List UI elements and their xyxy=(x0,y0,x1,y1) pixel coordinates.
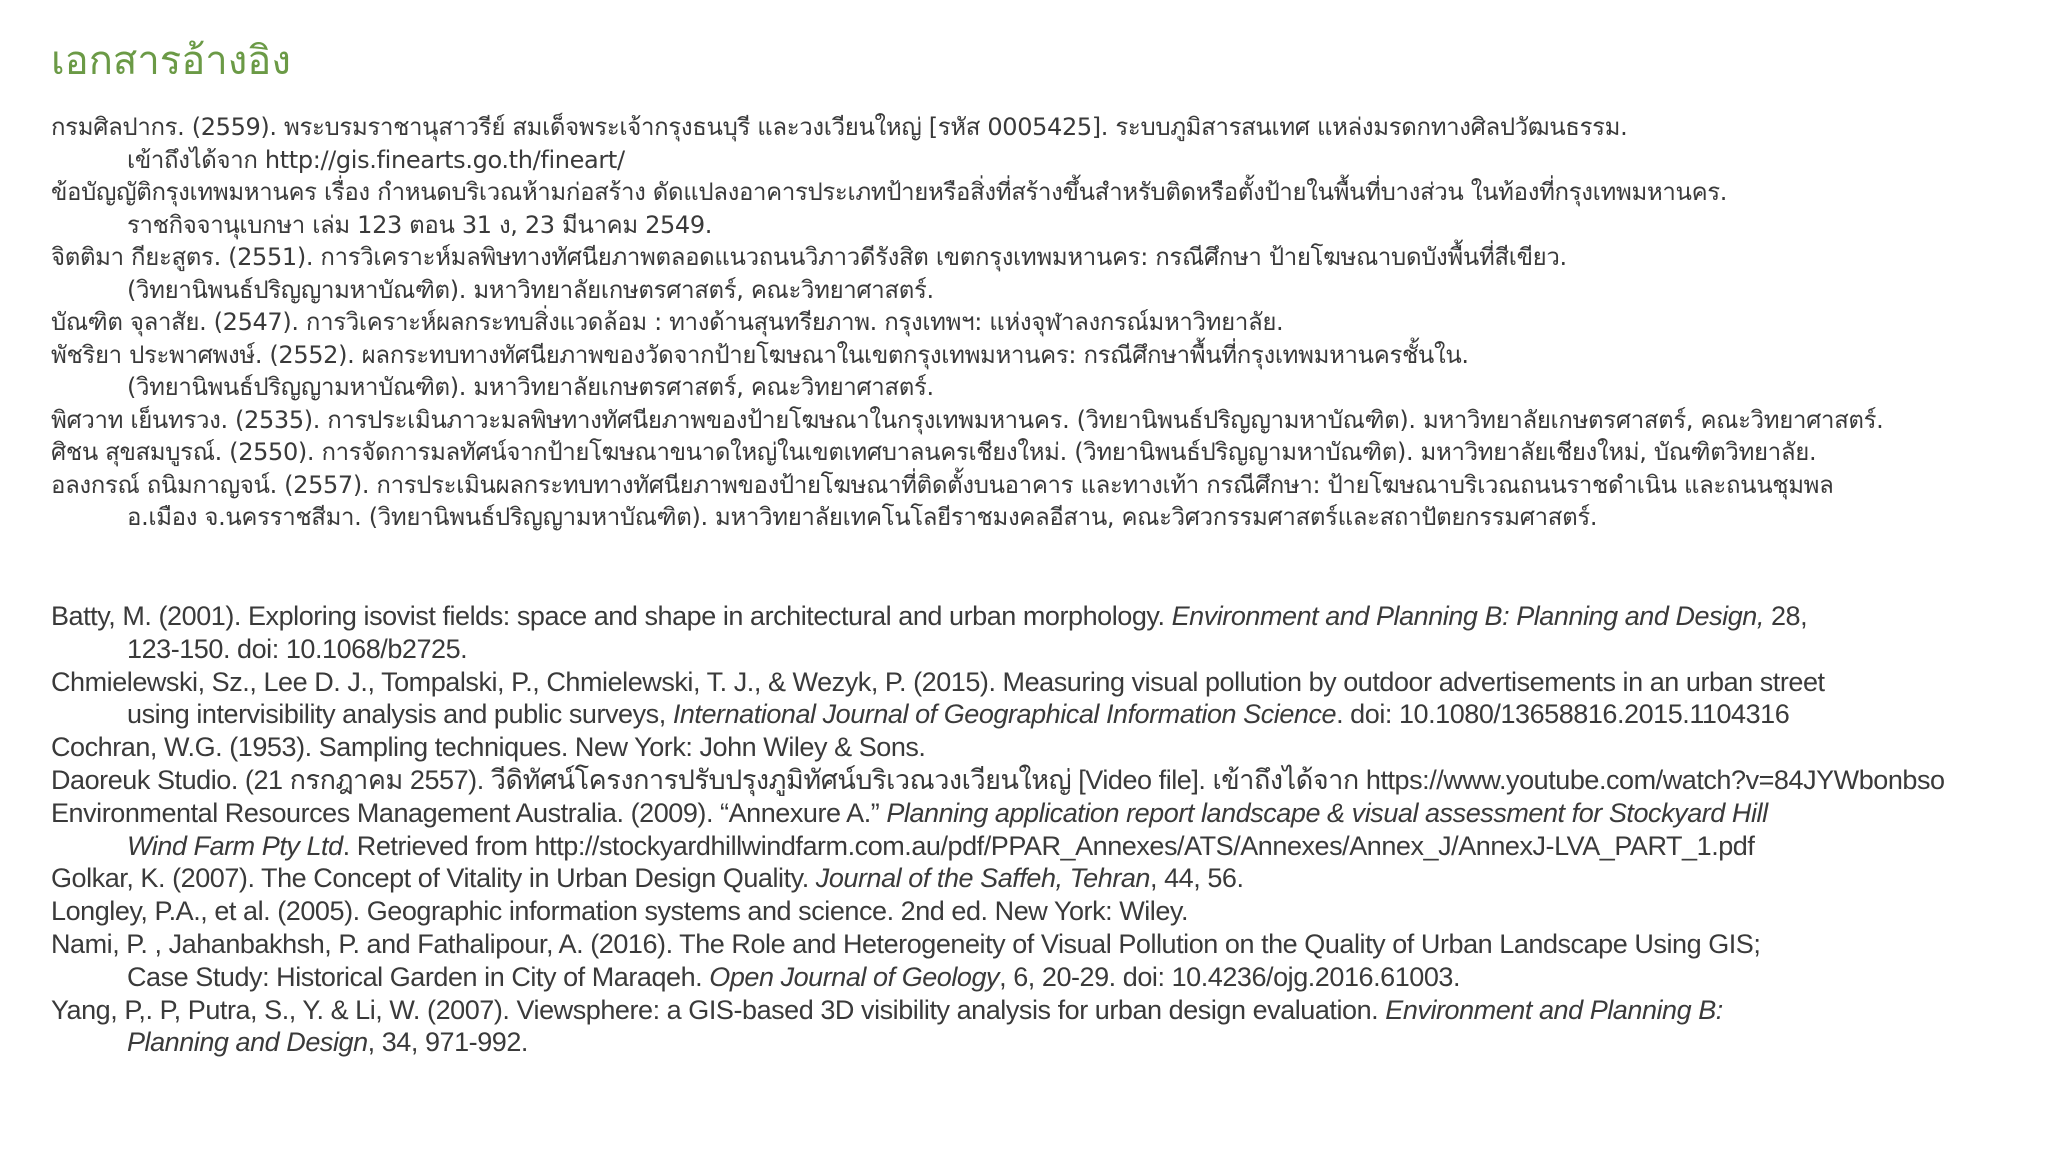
reference-line xyxy=(51,895,1188,928)
text-segment: using intervisibility analysis and public surveys, xyxy=(127,699,673,730)
english-reference xyxy=(51,862,1244,895)
text-segment: Case Study: Historical Garden in City of Maraqeh. xyxy=(127,961,710,992)
text-segment: Longley, P.A., et al. (2005). Geographic information systems and science. 2nd ed. New York: Wiley. xyxy=(51,896,1189,927)
thai-reference xyxy=(51,241,1567,306)
reference-line xyxy=(51,698,1825,731)
reference-line xyxy=(51,961,1760,994)
reference-line xyxy=(51,994,1723,1027)
reference-line: ราชกิจจานุเบกษา เล่ม 123 ตอน 31 ง, 23 มีนาคม 2549. xyxy=(127,210,713,239)
reference-line xyxy=(51,600,1807,633)
text-segment: Nami, P. , Jahanbakhsh, P. and Fathalipour, A. (2016). The Role and Heterogeneity of Visual Pollution on the Quality of Urban Landscape Using GIS; xyxy=(51,929,1761,959)
italic-title-segment: Planning application report landscape & visual assessment for Stockyard Hill xyxy=(886,797,1768,828)
text-segment: Golkar, K. (2007). The Concept of Vitality in Urban Design Quality. xyxy=(51,863,816,894)
reference-line xyxy=(51,862,1244,895)
english-reference xyxy=(51,600,1807,666)
italic-title-segment: Journal of the Saffeh, Tehran xyxy=(815,863,1150,894)
english-reference xyxy=(51,928,1760,994)
thai-reference xyxy=(51,404,1883,437)
text-segment: Chmielewski, Sz., Lee D. J., Tompalski, P., Chmielewski, T. J., & Wezyk, P. (2015). Measuring visual pollution by outdoor advertisements in an urban street xyxy=(51,666,1825,697)
reference-line xyxy=(51,928,1760,961)
thai-reference xyxy=(51,469,1834,534)
italic-title-segment: Environment and Planning B: Planning and Design, xyxy=(1171,601,1764,631)
english-reference xyxy=(51,797,1768,863)
reference-line: พัชริยา ประพาศพงษ์. (2552). ผลกระทบทางทัศนียภาพของวัดจากป้ายโฆษณาในเขตกรุงเทพมหานคร: กรณีศึกษาพื้นที่กรุงเทพมหานครชั้นใน. xyxy=(51,340,1469,369)
reference-line xyxy=(51,1026,1723,1059)
text-segment: Yang, P,. P, Putra, S., Y. & Li, W. (2007). Viewsphere: a GIS-based 3D visibility analysis for urban design evaluation. xyxy=(51,994,1386,1025)
reference-line: พิศวาท เย็นทรวง. (2535). การประเมินภาวะมลพิษทางทัศนียภาพของป้ายโฆษณาในกรุงเทพมหานคร. (วิทยานิพนธ์ปริญญามหาบัณฑิต). มหาวิทยาลัยเกษตรศาสตร์, คณะวิทยาศาสตร์. xyxy=(51,405,1884,434)
reference-line xyxy=(51,666,1825,699)
english-reference xyxy=(51,764,1945,797)
reference-line: กรมศิลปากร. (2559). พระบรมราชานุสาวรีย์ สมเด็จพระเจ้ากรุงธนบุรี และวงเวียนใหญ่ [รหัส 0005425]. ระบบภูมิสารสนเทศ แหล่งมรดกทางศิลปวัฒนธรรม. xyxy=(51,113,1628,141)
reference-line xyxy=(51,764,1945,797)
text-segment: , 6, 20-29. doi: 10.4236/ojg.2016.61003. xyxy=(999,961,1461,992)
reference-line: อลงกรณ์ ถนิมกาญจน์. (2557). การประเมินผลกระทบทางทัศนียภาพของป้ายโฆษณาที่ติดตั้งบนอาคาร และทางเท้า กรณีศึกษา: ป้ายโฆษณาบริเวณถนนราชดำเนิน และถนนชุมพล xyxy=(51,470,1834,499)
italic-title-segment: Planning and Design xyxy=(127,1027,368,1058)
text-segment: , 44, 56. xyxy=(1150,863,1244,894)
text-segment: Cochran, W.G. (1953). Sampling techniques. New York: John Wiley & Sons. xyxy=(51,732,926,763)
reference-line xyxy=(51,633,1807,666)
reference-line: (วิทยานิพนธ์ปริญญามหาบัณฑิต). มหาวิทยาลัยเกษตรศาสตร์, คณะวิทยาศาสตร์. xyxy=(127,275,934,304)
italic-title-segment: Environment and Planning B: xyxy=(1385,994,1723,1025)
reference-line: อ.เมือง จ.นครราชสีมา. (วิทยานิพนธ์ปริญญามหาบัณฑิต). มหาวิทยาลัยเทคโนโลยีราชมงคลอีสาน, คณะวิศวกรรมศาสตร์และสถาปัตยกรรมศาสตร์. xyxy=(127,503,1598,531)
italic-title-segment: Open Journal of Geology xyxy=(709,961,1000,992)
thai-reference xyxy=(51,176,1727,241)
text-segment: Batty, M. (2001). Exploring isovist fields: space and shape in architectural and urban morphology. xyxy=(51,601,1172,631)
reference-line: จิตติมา กียะสูตร. (2551). การวิเคราะห์มลพิษทางทัศนียภาพตลอดแนวถนนวิภาวดีรังสิต เขตกรุงเทพมหานคร: กรณีศึกษา ป้ายโฆษณาบดบังพื้นที่สีเขียว. xyxy=(51,243,1567,271)
reference-line: ศิชน สุขสมบูรณ์. (2550). การจัดการมลทัศน์จากป้ายโฆษณาขนาดใหญ่ในเขตเทศบาลนครเชียงใหม่. (วิทยานิพนธ์ปริญญามหาบัณฑิต). มหาวิทยาลัยเชียงใหม่, บัณฑิตวิทยาลัย. xyxy=(51,438,1817,466)
reference-line: ข้อบัญญัติกรุงเทพมหานคร เรื่อง กำหนดบริเวณห้ามก่อสร้าง ดัดแปลงอาคารประเภทป้ายหรือสิ่งที่สร้างขึ้นสำหรับติดหรือตั้งป้ายในพื้นที่บางส่วน ในท้องที่กรุงเทพมหานคร. xyxy=(51,178,1728,206)
text-segment: Daoreuk Studio. (21 กรกฎาคม 2557). วีดิทัศน์โครงการปรับปรุงภูมิทัศน์บริเวณวงเวียนใหญ่ [Video file]. เข้าถึงได้จาก https://www.youtube.com/watch?v=84JYWbonbso xyxy=(51,765,1945,795)
thai-reference xyxy=(51,339,1469,404)
reference-line xyxy=(51,731,926,764)
reference-line: บัณฑิต จุลาสัย. (2547). การวิเคราะห์ผลกระทบสิ่งแวดล้อม : ทางด้านสุนทรียภาพ. กรุงเทพฯ: แห่งจุฬาลงกรณ์มหาวิทยาลัย. xyxy=(51,308,1284,336)
english-reference xyxy=(51,666,1825,732)
italic-title-segment: Wind Farm Pty Ltd xyxy=(127,830,343,861)
thai-reference xyxy=(51,111,1627,176)
thai-reference xyxy=(51,306,1283,339)
reference-line xyxy=(51,797,1768,830)
text-segment: , 34, 971-992. xyxy=(367,1027,528,1058)
reference-line: เข้าถึงได้จาก http://gis.finearts.go.th/fineart/ xyxy=(127,145,625,174)
english-reference xyxy=(51,895,1188,928)
page-title: เอกสารอ้างอิง xyxy=(51,38,291,84)
text-segment: 28, xyxy=(1763,601,1808,631)
english-reference xyxy=(51,994,1723,1060)
text-segment: . doi: 10.1080/13658816.2015.1104316 xyxy=(1336,699,1790,730)
text-segment: Environmental Resources Management Australia. (2009). “Annexure A.” xyxy=(51,797,887,828)
reference-line xyxy=(51,830,1768,863)
text-segment: 123-150. doi: 10.1068/b2725. xyxy=(127,633,468,664)
reference-line: (วิทยานิพนธ์ปริญญามหาบัณฑิต). มหาวิทยาลัยเกษตรศาสตร์, คณะวิทยาศาสตร์. xyxy=(127,373,934,401)
italic-title-segment: International Journal of Geographical Information Science xyxy=(672,699,1337,730)
english-reference xyxy=(51,731,926,764)
thai-reference xyxy=(51,436,1816,469)
text-segment: . Retrieved from http://stockyardhillwindfarm.com.au/pdf/PPAR_Annexes/ATS/Annexes/Annex_J/AnnexJ-LVA_PART_1.pdf xyxy=(342,830,1755,861)
